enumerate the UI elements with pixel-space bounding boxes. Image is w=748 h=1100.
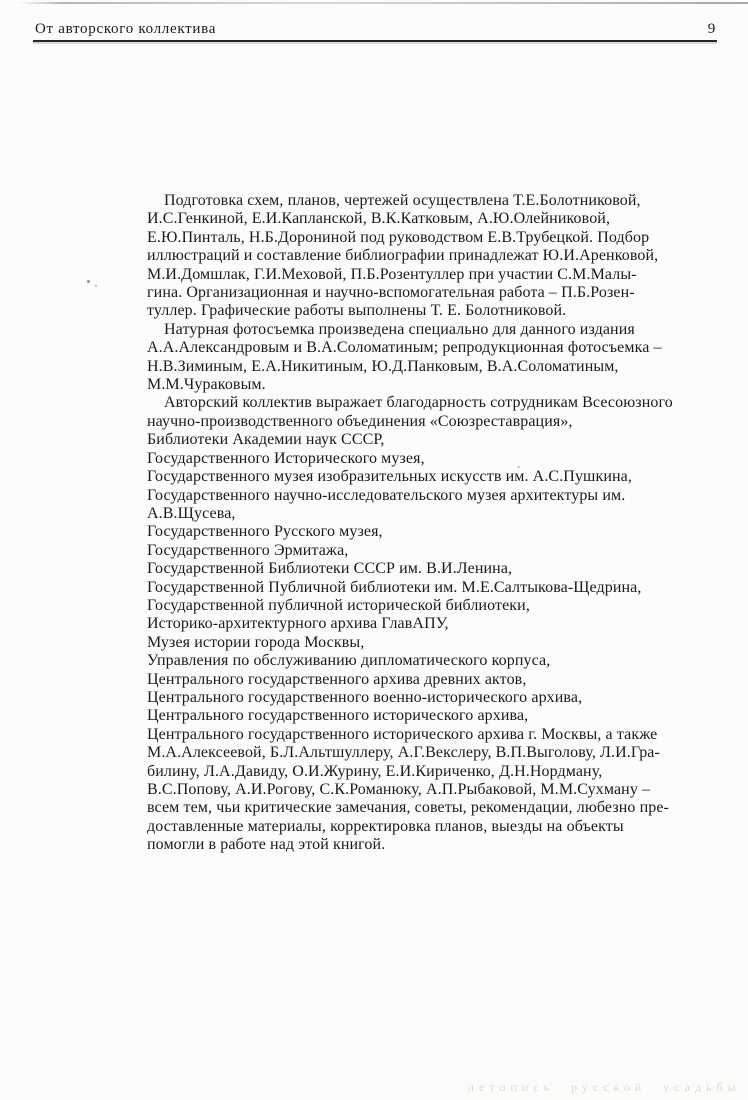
text-line: Е.Ю.Пинталь, Н.Б.Дорониной под руководством Е.В.Трубецкой. Подбор xyxy=(147,228,650,246)
text-line: билину, Л.А.Давиду, О.И.Журину, Е.И.Кириченко, Д.Н.Нордману, xyxy=(147,762,603,780)
scan-edge-artifact xyxy=(18,2,748,4)
text-line: доставленные материалы, корректировка планов, выезды на объекты xyxy=(147,817,624,835)
text-line: Натурная фотосъемка произведена специально для данного издания xyxy=(164,320,635,338)
text-line: всем тем, чьи критические замечания, советы, рекомендации, любезно пре- xyxy=(147,799,669,817)
text-line: Государственной Библиотеки СССР им. В.И.Ленина, xyxy=(147,560,513,578)
text-line: Центрального государственного исторического архива г. Москвы, а также xyxy=(147,725,658,743)
text-line: И.С.Генкиной, Е.И.Капланской, В.К.Катковым, А.Ю.Олейниковой, xyxy=(147,210,611,228)
text-line: Центрального государственного архива древних актов, xyxy=(147,670,527,688)
text-line: Музея истории города Москвы, xyxy=(147,633,365,651)
text-line: Государственного Русского музея, xyxy=(147,523,383,541)
running-header xyxy=(35,21,718,39)
text-line: Библиотеки Академии наук СССР, xyxy=(147,431,385,449)
scan-speck xyxy=(612,580,614,582)
text-line: М.А.Алексеевой, Б.Л.Альтшуллеру, А.Г.Векслеру, В.П.Выголову, Л.И.Гра- xyxy=(147,744,660,762)
running-header-title: От авторского коллектива xyxy=(35,21,217,37)
text-line: иллюстраций и составление библиографии принадлежат Ю.И.Аренковой, xyxy=(147,247,659,265)
header-rule xyxy=(33,40,717,42)
text-line: Государственного Исторического музея, xyxy=(147,449,425,467)
text-line: Государственного Эрмитажа, xyxy=(147,541,349,559)
scan-speck xyxy=(517,466,520,468)
text-line: В.С.Попову, А.И.Рогову, С.К.Романюку, А.П.Рыбаковой, М.М.Сухману – xyxy=(147,781,651,798)
scan-speck xyxy=(95,285,97,287)
text-line: М.М.Чураковым. xyxy=(147,376,266,394)
scan-speck xyxy=(87,280,90,283)
text-line: научно-производственного объединения «Союзреставрация», xyxy=(147,412,573,430)
text-line: А.А.Александровым и В.А.Соломатиным; репродукционная фотосъемка – xyxy=(147,339,662,357)
text-line: помогли в работе над этой книгой. xyxy=(147,836,386,854)
text-line: туллер. Графические работы выполнены Т. Е. Болотниковой. xyxy=(147,302,567,320)
text-line: Подготовка схем, планов, чертежей осуществлена Т.Е.Болотниковой, xyxy=(164,192,641,209)
watermark-text: летопись русской усадьбы xyxy=(468,1080,741,1094)
text-line: Центрального государственного военно-исторического архива, xyxy=(147,688,583,706)
text-line: Государственного музея изобразительных искусств им. А.С.Пушкина, xyxy=(147,468,632,486)
text-line: Государственной публичной исторической библиотеки, xyxy=(147,596,530,614)
page-number: 9 xyxy=(707,21,716,37)
text-line: гина. Организационная и научно-вспомогательная работа – П.Б.Розен- xyxy=(147,284,635,302)
text-line: Историко-архитектурного архива ГлавАПУ, xyxy=(147,615,449,633)
text-line: М.И.Домшлак, Г.И.Меховой, П.Б.Розентуллер при участии С.М.Малы- xyxy=(147,265,637,283)
text-line: Государственной Публичной библиотеки им. М.Е.Салтыкова-Щедрина, xyxy=(147,578,642,596)
text-line: Авторский коллектив выражает благодарность сотрудникам Всесоюзного xyxy=(164,394,673,412)
text-line: А.В.Щусева, xyxy=(147,504,236,522)
body-text xyxy=(147,192,710,855)
text-line: Управления по обслуживанию дипломатического корпуса, xyxy=(147,652,551,670)
text-line: Государственного научно-исследовательского музея архитектуры им. xyxy=(147,486,626,504)
text-line: Центрального государственного исторического архива, xyxy=(147,707,529,725)
text-line: Н.В.Зиминым, Е.А.Никитиным, Ю.Д.Панковым, В.А.Соломатиным, xyxy=(147,357,619,375)
